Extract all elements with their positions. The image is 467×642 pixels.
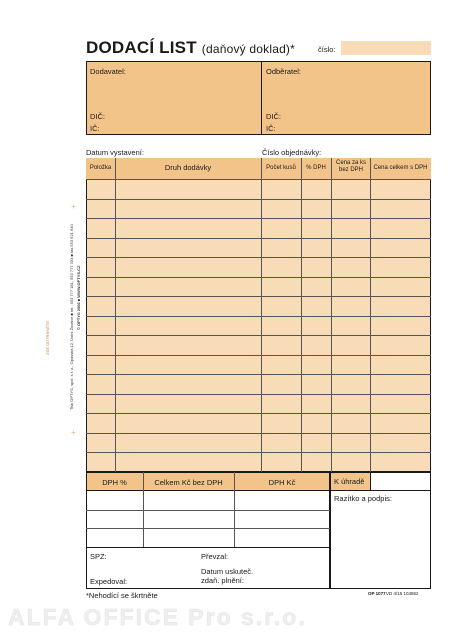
title-paren: (daňový doklad)*: [201, 42, 296, 56]
table-row-line: [86, 394, 431, 395]
table-header-line: [86, 179, 431, 180]
document-title: [86, 38, 295, 58]
issued-by-label: Expedoval:: [90, 577, 128, 586]
col-header-type: Druh dodávky: [164, 163, 212, 172]
taxable-date-label: Datum uskuteč. zdaň. plnění:: [201, 567, 254, 585]
sum-col-base: Celkem Kč bez DPH: [154, 478, 223, 487]
table-row-line: [86, 374, 431, 375]
product-code: OP 1077: [368, 591, 386, 596]
number-label: číslo:: [318, 45, 336, 54]
customer-dic-label: DIČ:: [266, 112, 281, 121]
publisher-line-2: © OPTYS 2006 ■ WWW.OPTYS.CZ: [76, 265, 81, 330]
title-bold: DODACÍ LIST: [86, 38, 197, 57]
sum-col-vat-rate: DPH %: [102, 478, 127, 487]
tear-mark-top: +: [71, 202, 76, 211]
table-row-line: [86, 316, 431, 317]
table-column-line: [301, 158, 302, 472]
asterisk-note: *Nehodící se škrtněte: [86, 591, 158, 600]
stamp-label: Razítko a podpis:: [334, 494, 392, 503]
vat-summary-body: [86, 491, 330, 547]
supplier-label: Dodavatel:: [90, 67, 126, 76]
print-code: VD 4/15 104862: [386, 591, 419, 596]
number-field[interactable]: [341, 41, 431, 55]
watermark: ALFA OFFICE Pro s.r.o.: [8, 604, 307, 630]
items-table: [86, 158, 431, 472]
publisher-line-1: Tisk OPTYS, spol. s r. o., Opavská 12, Dolní Životice ■ tel.: 553 777 181, 553 777 333 ■ fax 553 621 640: [69, 224, 74, 410]
customer-ic-label: IČ:: [266, 124, 276, 133]
col-header-vat: % DPH: [306, 165, 326, 171]
table-row-line: [86, 355, 431, 356]
payment-divider: [330, 490, 431, 491]
table-row-line: [86, 218, 431, 219]
col-header-item: Položka: [89, 165, 112, 171]
sum-row-line-1: [86, 510, 330, 511]
table-row-line: [86, 335, 431, 336]
sum-col-vat-amount: DPH Kč: [268, 478, 296, 487]
table-column-line: [331, 158, 332, 472]
table-row-line: [86, 199, 431, 200]
table-row-line: [86, 433, 431, 434]
col-header-unit-price: Cena za ks bez DPH: [335, 160, 366, 173]
col-header-qty: Počet kusů: [266, 165, 296, 171]
table-column-line: [261, 158, 262, 472]
parties-divider: [261, 61, 262, 135]
payment-label: K úhradě: [334, 477, 365, 486]
parties-box: [86, 61, 431, 135]
table-row-line: [86, 296, 431, 297]
order-number-label: Číslo objednávky:: [262, 148, 322, 157]
col-header-total: Cena celkem s DPH: [373, 165, 428, 171]
tear-label: ZDE ODTRHNĚTE: [45, 321, 50, 355]
supplier-ic-label: IČ:: [90, 124, 100, 133]
supplier-dic-label: DIČ:: [90, 112, 105, 121]
table-row-line: [86, 238, 431, 239]
customer-label: Odběratel:: [266, 67, 302, 76]
spz-label: SPZ:: [90, 552, 107, 561]
issue-date-label: Datum vystavení:: [86, 148, 144, 157]
table-row-line: [86, 452, 431, 453]
table-row-line: [86, 277, 431, 278]
tear-mark-bottom: +: [71, 428, 76, 437]
table-row-line: [86, 257, 431, 258]
sum-row-line-2: [86, 528, 330, 529]
received-label: Převzal:: [201, 552, 229, 561]
table-column-line: [370, 158, 371, 472]
table-column-line: [115, 158, 116, 472]
table-row-line: [86, 413, 431, 414]
